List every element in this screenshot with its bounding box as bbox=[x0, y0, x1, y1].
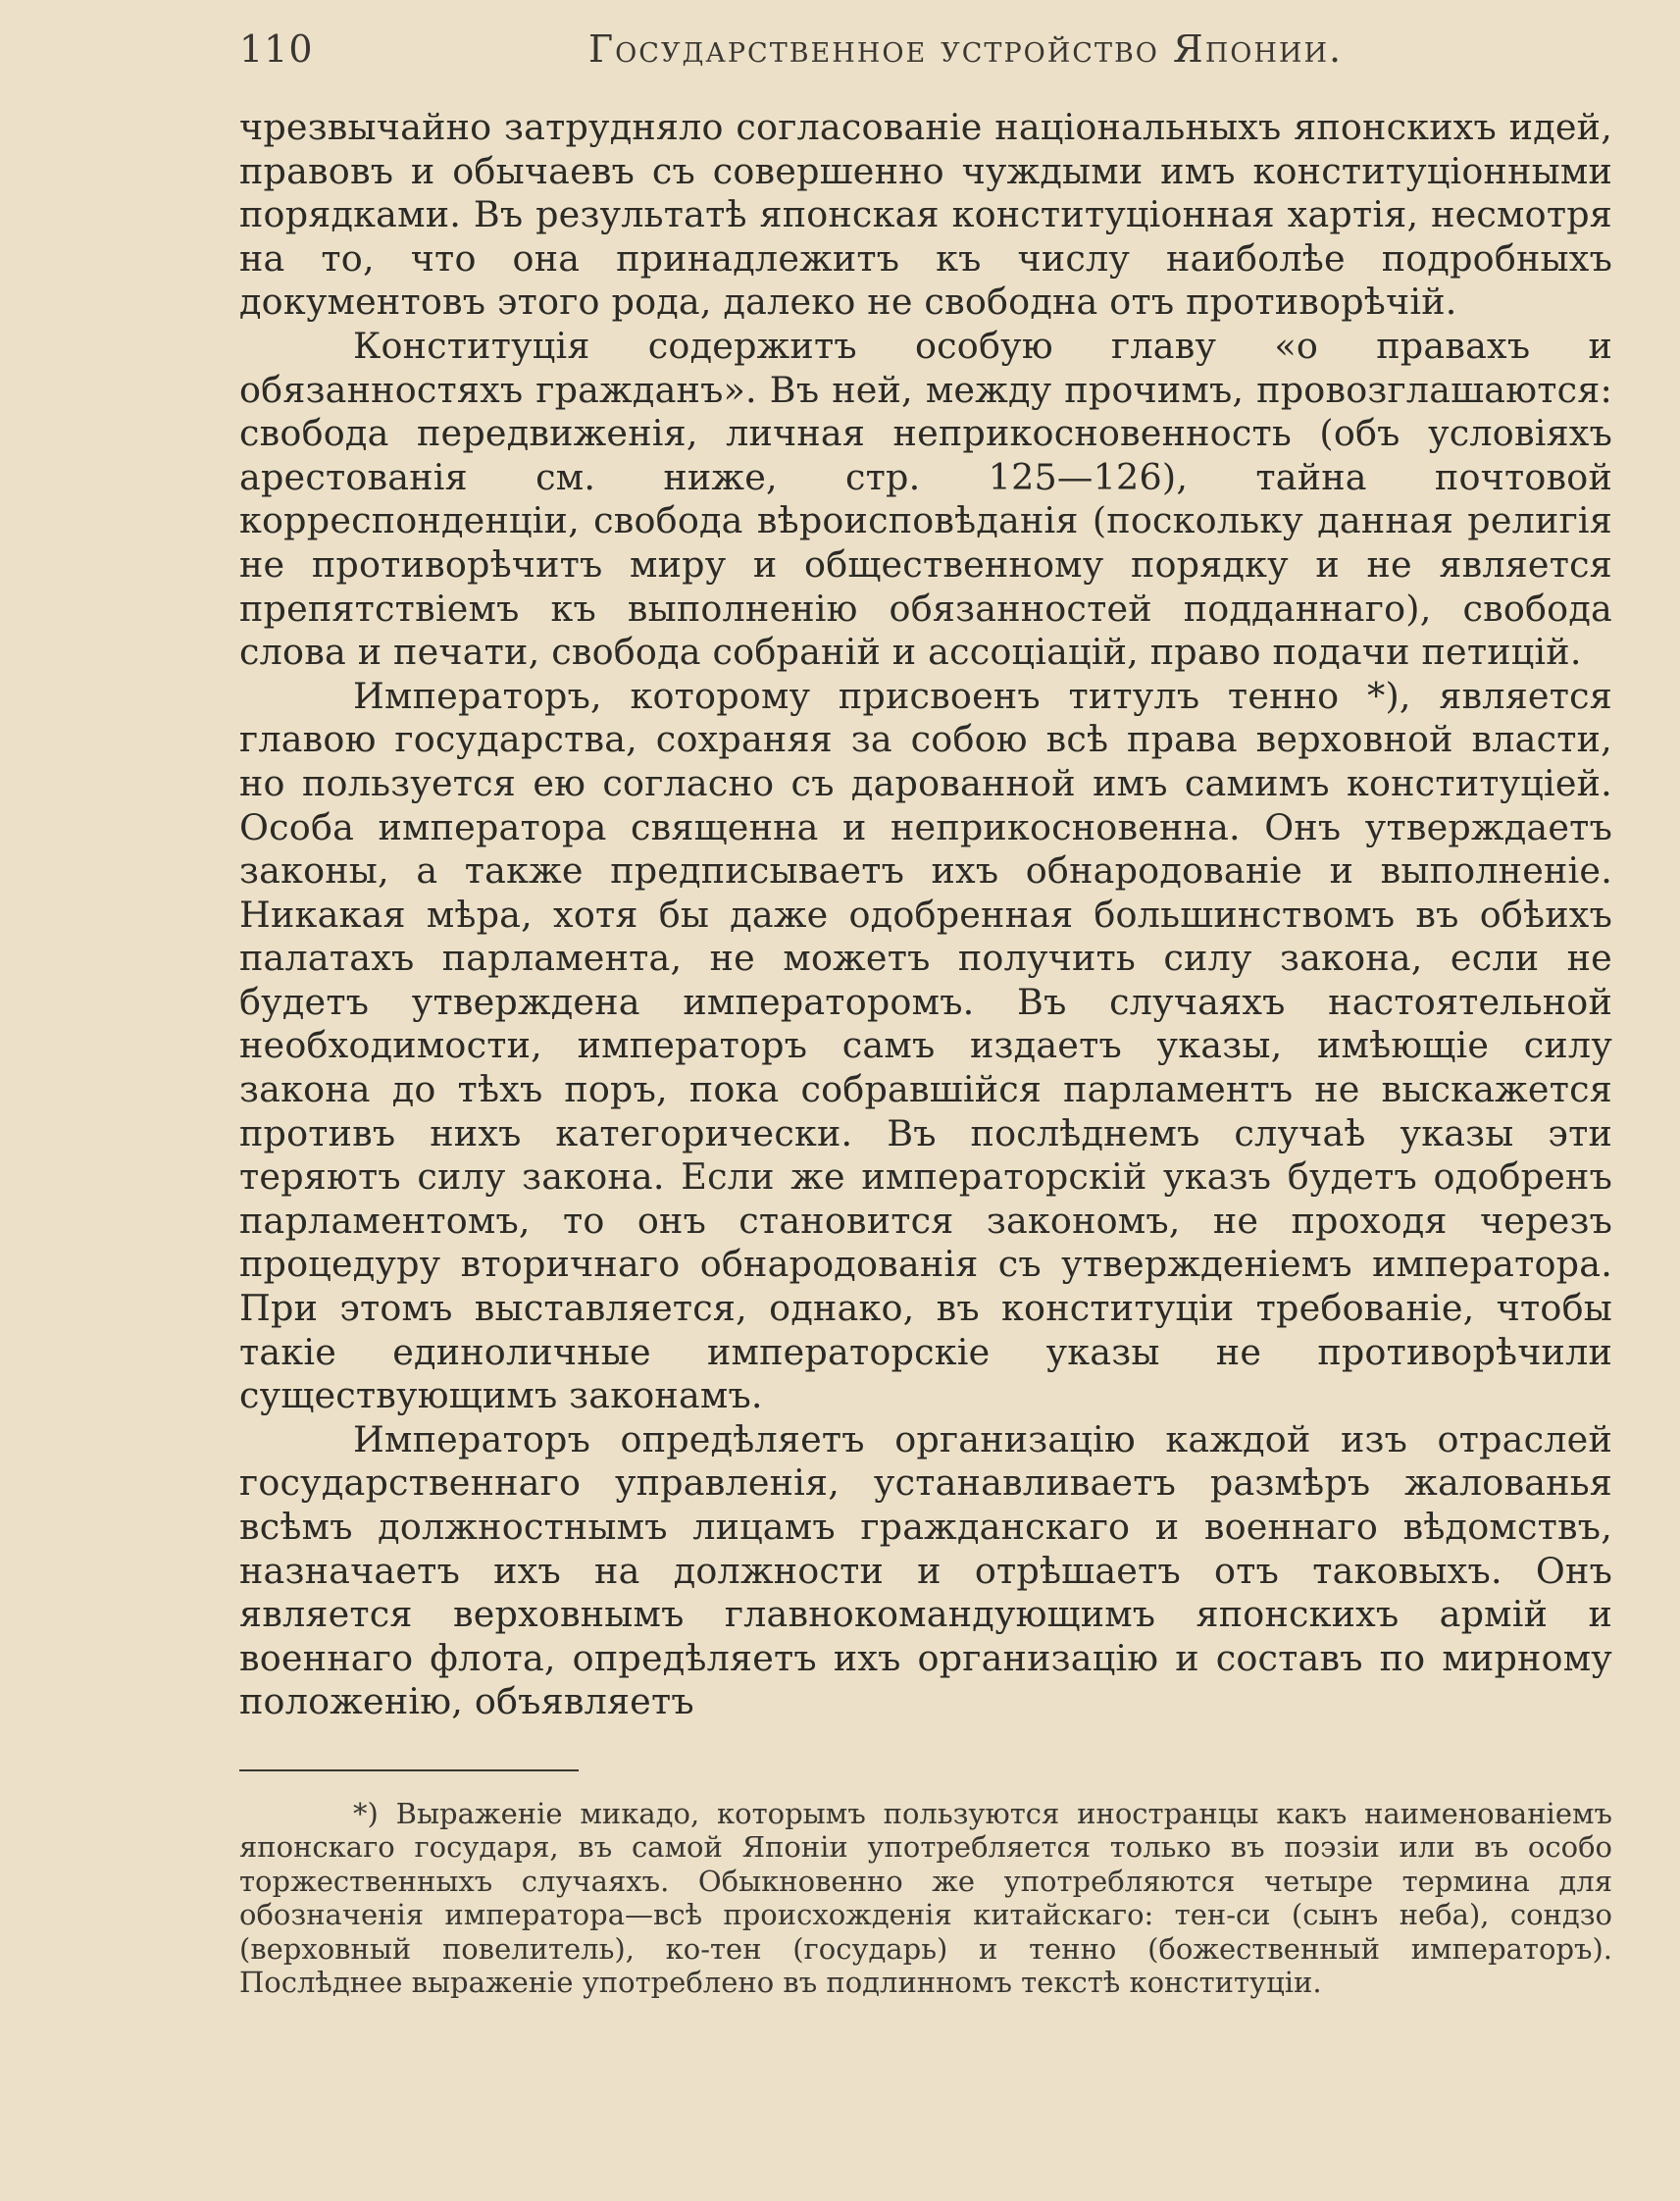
footnote: *) Выраженіе микадо, которымъ пользуются иностранцы какъ наименованіемъ японскаго государя, въ самой Японіи употребляется только въ поэзіи или въ особо торжественныхъ случаяхъ. Обыкновенно же употребляются четыре термина для обозначенія императора—всѣ происхожденія китайскаго: тен-си (сынъ неба), сондзо (верховный повелитель), ко-тен (государь) и тенно (божественный императоръ). Послѣднее выраженіе употреблено въ подлинномъ текстѣ конституціи. bbox=[239, 1796, 1612, 1999]
running-head bbox=[239, 27, 1612, 98]
paragraph-4: Императоръ опредѣляетъ организацію каждой изъ отраслей государственнаго управленія, устанавливаетъ размѣръ жалованья всѣмъ должностнымъ лицамъ гражданскаго и военнаго вѣдомствъ, назначаетъ ихъ на должности и отрѣшаетъ отъ таковыхъ. Онъ является верховнымъ главнокомандующимъ японскихъ армій и военнаго флота, опредѣляетъ ихъ организацію и составъ по мирному положенію, объявляетъ bbox=[239, 1417, 1612, 1723]
paragraph-3: Императоръ, которому присвоенъ титулъ тенно *), является главою государства, сохраняя за собою всѣ права верховной власти, но пользуется ею согласно съ дарованной имъ самимъ конституціей. Особа императора священна и неприкосновенна. Онъ утверждаетъ законы, а также предписываетъ ихъ обнародованіе и выполненіе. Никакая мѣра, хотя бы даже одобренная большинствомъ въ обѣихъ палатахъ парламента, не можетъ получить силу закона, если не будетъ утверждена императоромъ. Въ случаяхъ настоятельной необходимости, императоръ самъ издаетъ указы, имѣющіе силу закона до тѣхъ поръ, пока собравшійся парламентъ не выскажется противъ нихъ категорически. Въ послѣднемъ случаѣ указы эти теряютъ силу закона. Если же императорскій указъ будетъ одобренъ парламентомъ, то онъ становится закономъ, не проходя черезъ процедуру вторичнаго обнародованія съ утвержденіемъ императора. При этомъ выставляется, однако, въ конституціи требованіе, чтобы такіе единоличные императорскіе указы не противорѣчили существующимъ законамъ. bbox=[239, 674, 1612, 1417]
footnote-divider bbox=[239, 1769, 579, 1771]
paragraph-2: Конституція содержитъ особую главу «о правахъ и обязанностяхъ гражданъ». Въ ней, между прочимъ, провозглашаются: свобода передвиженія, личная неприкосновенность (объ условіяхъ арестованія см. ниже, стр. 125—126), тайна почтовой корреспонденціи, свобода вѣроисповѣданія (поскольку данная религія не противорѣчитъ миру и общественному порядку и не является препятствіемъ къ выполненію обязанностей подданнаго), свобода слова и печати, свобода собраній и ассоціацій, право подачи петицій. bbox=[239, 324, 1612, 674]
body-text bbox=[239, 106, 1612, 1724]
running-title: Государственное устройство Японии. bbox=[588, 27, 1344, 71]
page-content bbox=[239, 27, 1612, 1999]
page-number: 110 bbox=[239, 27, 314, 71]
paragraph-1: чрезвычайно затрудняло согласованіе національныхъ японскихъ идей, правовъ и обычаевъ съ совершенно чуждыми имъ конституціонными порядками. Въ результатѣ японская конституціонная хартія, несмотря на то, что она принадлежитъ къ числу наиболѣе подробныхъ документовъ этого рода, далеко не свободна отъ противорѣчій. bbox=[239, 106, 1612, 324]
